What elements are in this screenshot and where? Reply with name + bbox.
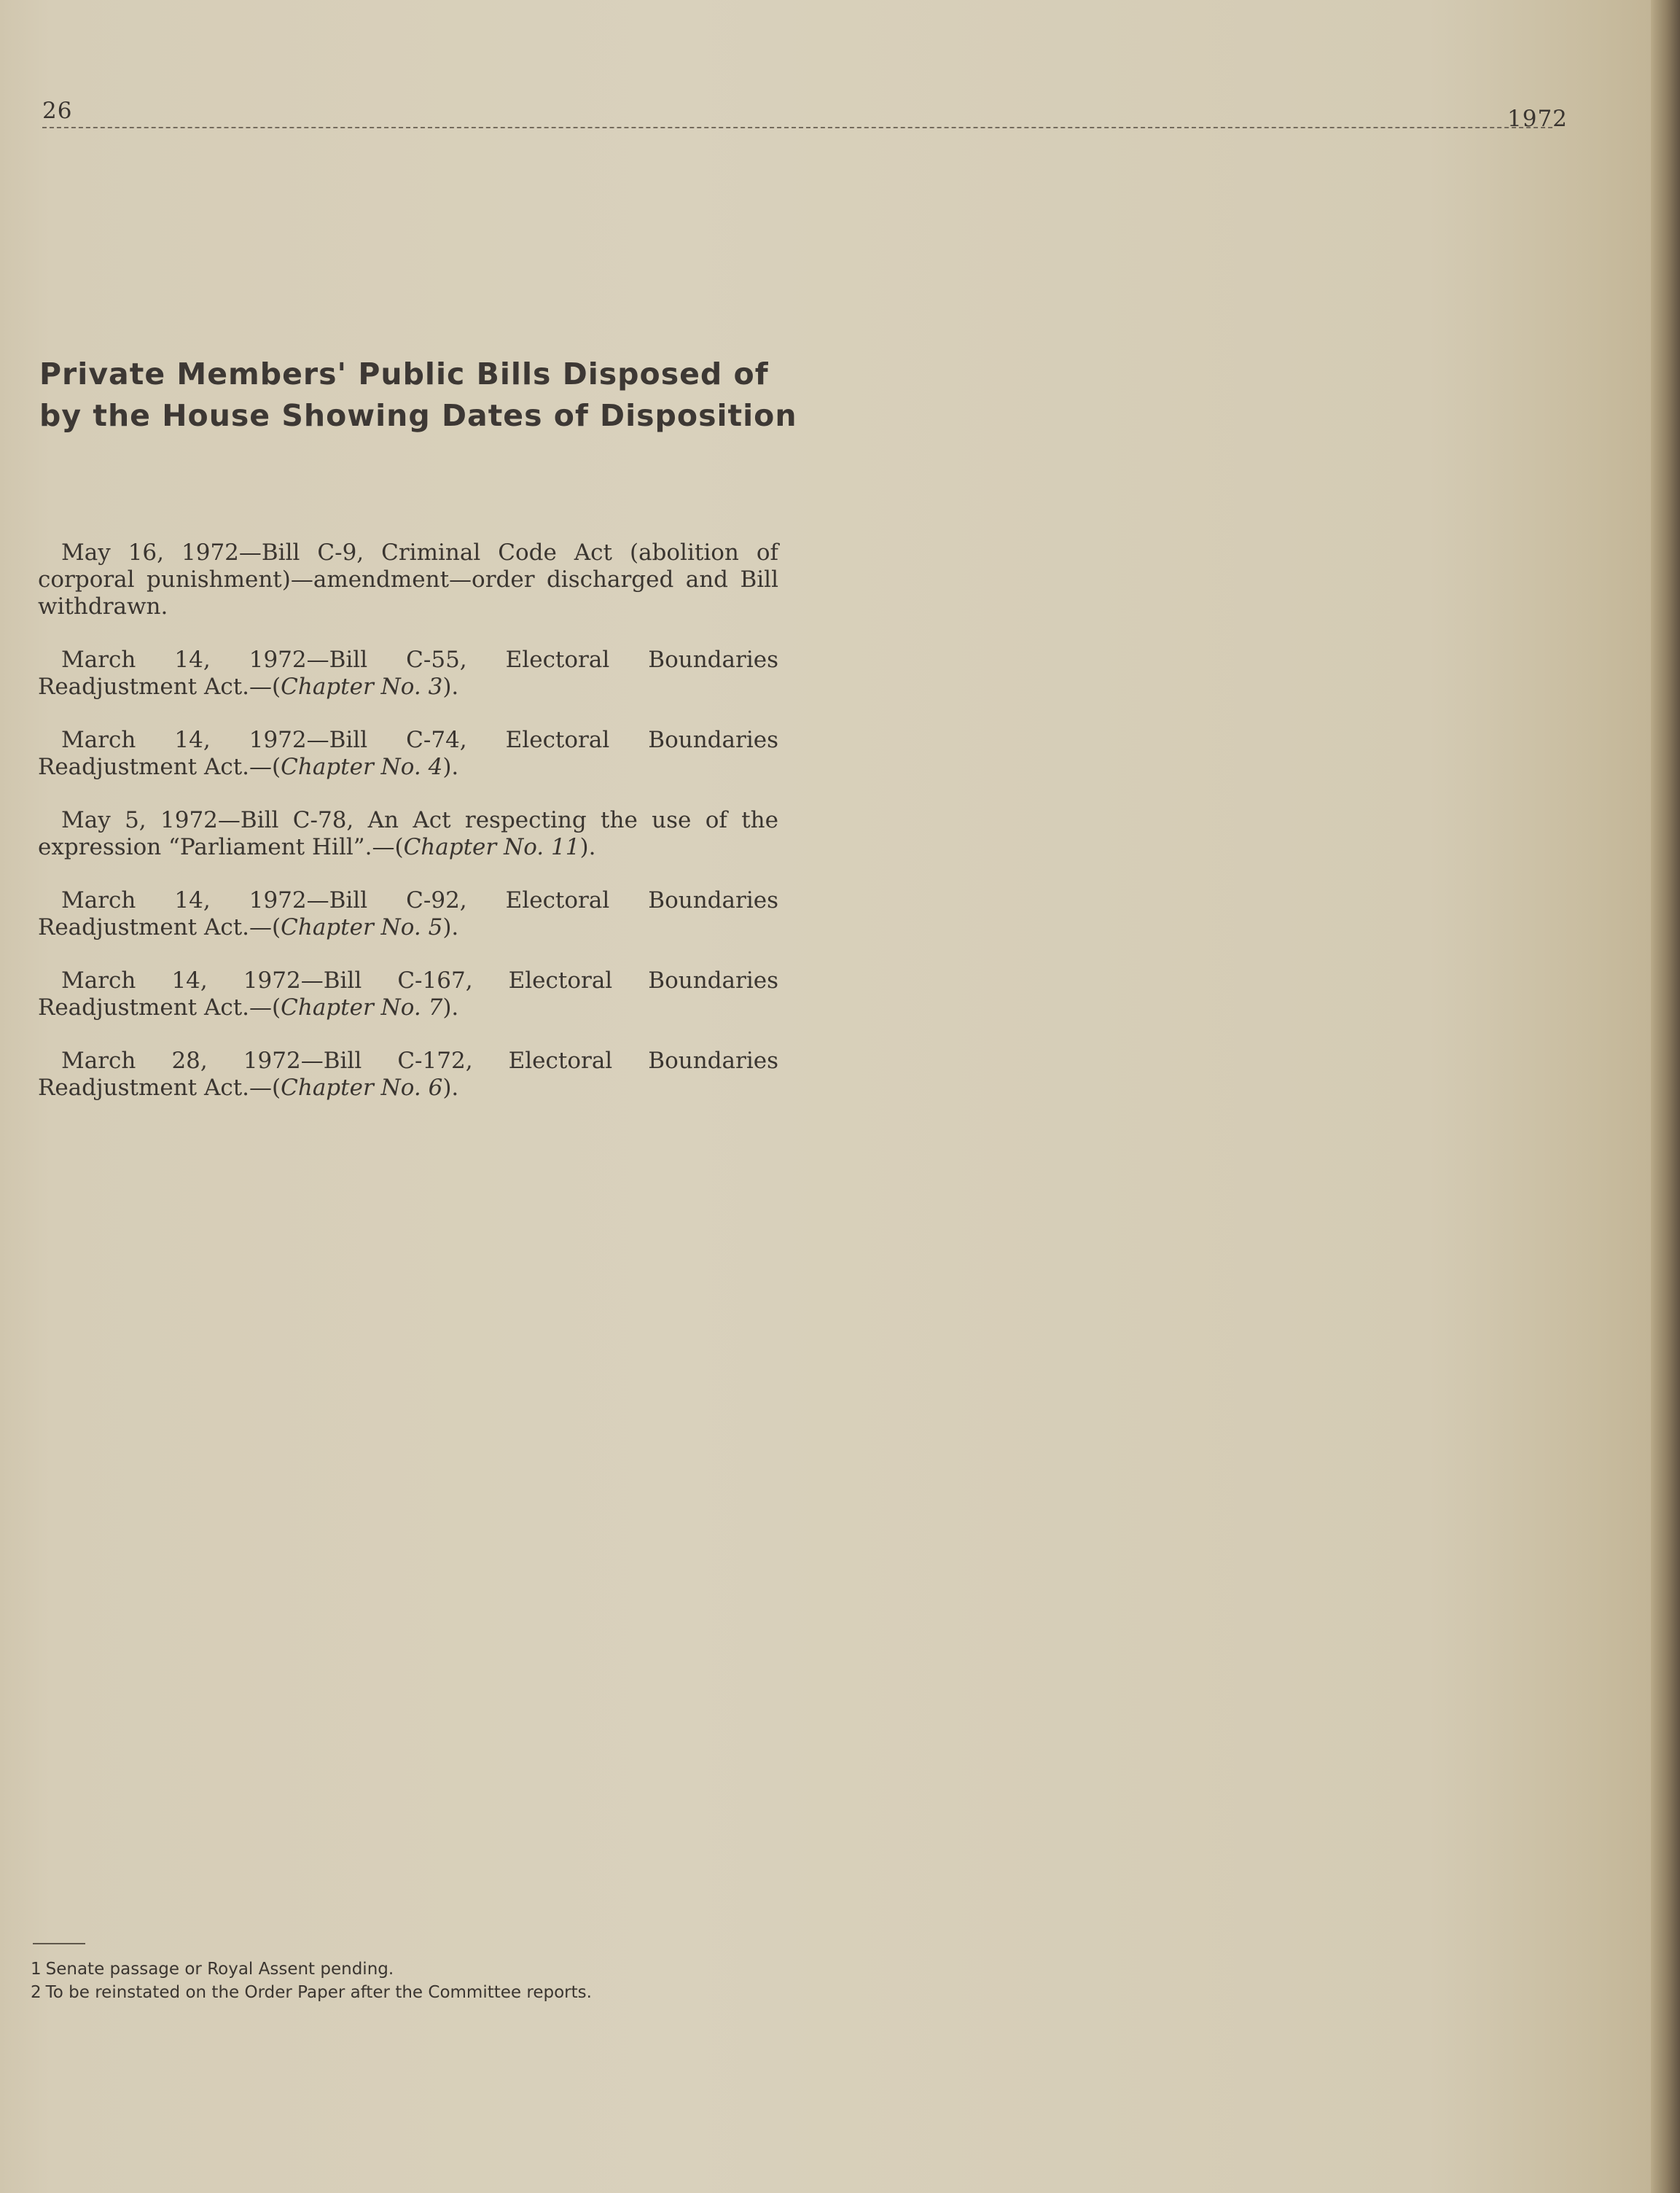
bill-entry <box>38 647 778 701</box>
footnotes <box>31 1958 832 2004</box>
entry-text: March 14, 1972—Bill C-92, Electoral Boundaries Readjustment Act.—( <box>38 887 778 940</box>
entry-text: March 28, 1972—Bill C-172, Electoral Boundaries Readjustment Act.—( <box>38 1048 778 1101</box>
page-edge-shadow <box>1651 0 1680 2193</box>
entry-suffix: ). <box>442 754 459 780</box>
entry-suffix: ). <box>442 674 459 700</box>
page-number: 26 <box>42 98 73 124</box>
chapter-reference: Chapter No. 4 <box>281 754 443 780</box>
entry-suffix: ). <box>442 1075 459 1101</box>
chapter-reference: Chapter No. 5 <box>281 914 443 940</box>
footnote <box>31 1958 832 1981</box>
footnote-marker: 1 <box>31 1960 42 1979</box>
entry-suffix: ). <box>442 914 459 940</box>
footnote-text: Senate passage or Royal Assent pending. <box>45 1960 394 1979</box>
running-header-year: 1972 <box>1507 106 1568 132</box>
bill-list <box>38 540 778 1128</box>
bill-entry <box>38 540 778 620</box>
bill-entry <box>38 1048 778 1102</box>
footnote <box>31 1981 832 2004</box>
chapter-reference: Chapter No. 6 <box>281 1075 443 1101</box>
entry-suffix: ). <box>579 834 596 860</box>
entry-text: May 5, 1972—Bill C-78, An Act respecting the use of the expression “Parliament Hill”.—( <box>38 807 778 860</box>
header-rule <box>42 127 1552 128</box>
entry-text: March 14, 1972—Bill C-74, Electoral Boundaries Readjustment Act.—( <box>38 727 778 780</box>
bill-entry <box>38 887 778 941</box>
bill-entry <box>38 807 778 861</box>
bill-entry <box>38 967 778 1021</box>
entry-suffix: ). <box>442 994 459 1021</box>
footnote-marker: 2 <box>31 1983 42 2002</box>
footnote-rule <box>33 1943 85 1944</box>
chapter-reference: Chapter No. 11 <box>403 834 580 860</box>
entry-text: March 14, 1972—Bill C-167, Electoral Boundaries Readjustment Act.—( <box>38 967 778 1021</box>
entry-text: May 16, 1972—Bill C-9, Criminal Code Act (abolition of corporal punishment)—amendment—order discharged and Bill withdrawn. <box>38 540 778 620</box>
bill-entry <box>38 727 778 781</box>
section-title: Private Members' Public Bills Disposed of by the House Showing Dates of Disposition <box>39 357 797 433</box>
footnote-text: To be reinstated on the Order Paper after the Committee reports. <box>45 1983 592 2002</box>
chapter-reference: Chapter No. 3 <box>281 674 443 700</box>
chapter-reference: Chapter No. 7 <box>281 994 443 1021</box>
entry-text: March 14, 1972—Bill C-55, Electoral Boundaries Readjustment Act.—( <box>38 647 778 700</box>
